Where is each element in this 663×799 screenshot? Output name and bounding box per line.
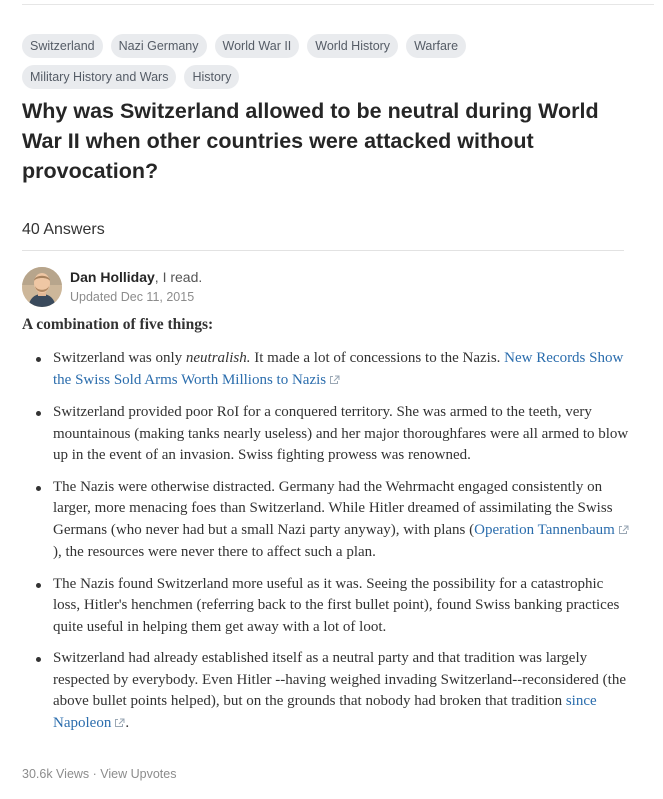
- answer-lead: A combination of five things:: [22, 316, 214, 333]
- bullet-emphasis: neutralish.: [185, 350, 251, 366]
- bullet-item: [53, 477, 632, 564]
- author-credential: I read.: [162, 269, 203, 285]
- topic-tag-military-history[interactable]: Military History and Wars: [22, 65, 176, 89]
- answer-count: 40 Answers: [22, 221, 105, 238]
- bullet-text: The Nazis found Switzerland more useful as it was. Seeing the possibility for a catastrophic loss, Hitler's henchmen (referring back to the first bullet point), found Swiss banking practices quite useful in helping them get away with a lot of loot.: [53, 575, 620, 635]
- bullet-item: [53, 648, 632, 735]
- bullet-text: It made a lot of concessions to the Nazis.: [250, 350, 505, 366]
- external-link-icon: [618, 521, 629, 543]
- topic-tag-warfare[interactable]: Warfare: [406, 34, 466, 58]
- external-link[interactable]: Operation Tannenbaum: [474, 521, 615, 538]
- external-link-icon: [329, 371, 340, 393]
- author-separator: ,: [154, 269, 163, 285]
- bullet-item: [53, 574, 632, 639]
- bullet-item: [53, 348, 632, 392]
- answer-bullet-list: [22, 348, 632, 735]
- bullet-text: Switzerland provided poor RoI for a conquered territory. She was armed to the teeth, very mountainous (making tanks nearly useless) and her major thoroughfares were all armed to blow up in the event of an invasion. Swiss fighting prowess was renowned.: [53, 404, 629, 463]
- topic-tag-switzerland[interactable]: Switzerland: [22, 34, 103, 58]
- external-link[interactable]: since Napoleon: [53, 693, 597, 731]
- footer-separator: ·: [89, 767, 101, 781]
- author-name[interactable]: Dan Holliday: [70, 269, 155, 285]
- bullet-text: .: [125, 714, 130, 731]
- author-avatar[interactable]: [22, 267, 62, 307]
- author-line: [70, 269, 202, 285]
- avatar-photo: [22, 267, 62, 307]
- answer-body: [22, 314, 632, 745]
- bullet-text: ), the resources were never there to affect such a plan.: [53, 544, 376, 560]
- top-divider: [22, 0, 654, 5]
- answer-footer: [22, 767, 176, 781]
- bullet-text: The Nazis were otherwise distracted. Germany had the Wehrmacht engaged consistently on larger, more menacing foes than Switzerland. While Hitler dreamed of assimilating the Swiss Germans (who never had but a small Nazi party anyway), with plans (: [53, 478, 613, 538]
- view-count: 30.6k Views: [22, 767, 90, 781]
- external-link[interactable]: New Records Show the Swiss Sold Arms Worth Millions to Nazis: [53, 350, 624, 388]
- topic-tag-world-war-ii[interactable]: World War II: [215, 34, 300, 58]
- bullet-item: [53, 402, 632, 467]
- bullet-text: Switzerland was only: [53, 350, 186, 366]
- bullet-text: Switzerland had already established itself as a neutral party and that tradition was largely respected by everybody. Even Hitler --having weighed invading Switzerland--reconsidered (the above bullet points helped), but on the grounds that nobody had broken that tradition: [53, 650, 626, 709]
- topic-tag-nazi-germany[interactable]: Nazi Germany: [111, 34, 207, 58]
- section-divider: [22, 250, 624, 251]
- view-upvotes-link[interactable]: View Upvotes: [100, 767, 177, 781]
- updated-date[interactable]: Updated Dec 11, 2015: [70, 290, 195, 304]
- external-link-icon: [114, 714, 125, 736]
- topic-list: [22, 34, 622, 89]
- topic-tag-world-history[interactable]: World History: [307, 34, 398, 58]
- topic-tag-history[interactable]: History: [184, 65, 239, 89]
- question-title[interactable]: Why was Switzerland allowed to be neutral during World War II when other countries were attacked without provocation?: [22, 99, 599, 183]
